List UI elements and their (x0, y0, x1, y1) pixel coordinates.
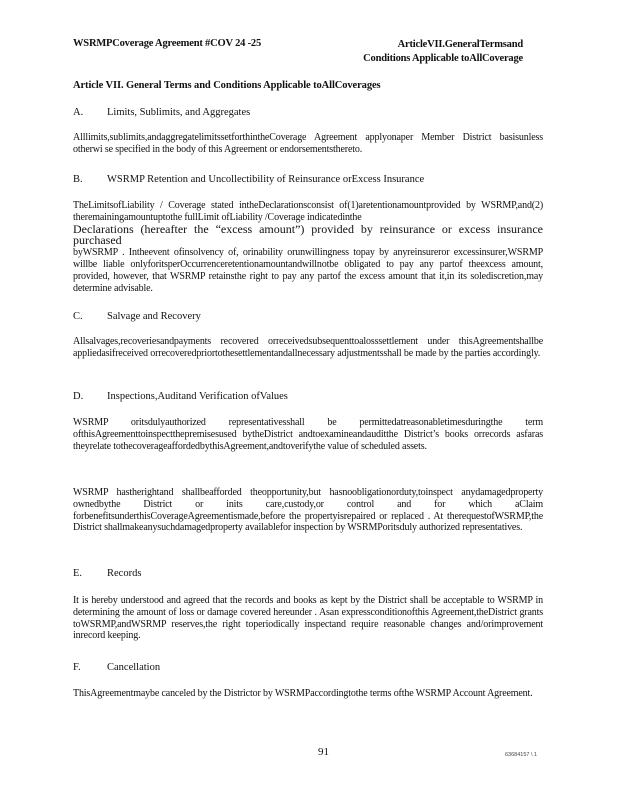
page-number: 91 (318, 746, 329, 758)
section-letter: E. (73, 568, 83, 579)
section-title: WSRMP Retention and Uncollectibility of Reinsurance orExcess Insurance (107, 174, 425, 185)
section-heading-b (73, 174, 424, 185)
section-c-paragraph: Allsalvages,recoveriesandpayments recovered orreceivedsubsequenttoalosssettlement under thisAgreementshallbe appliedasifreceived orrecoveredpriortothesettlementandallnecessary adjustmentsshall be made by the parties accordingly. (73, 336, 543, 359)
section-b-text-part1: TheLimitsofLiability / Coverage stated intheDeclarationsconsist of(1)aretentionamountprovided by WSRMP,and(2) theremainingamountuptothe fullLimit ofLiability /Coverage indicatedinthe (73, 200, 543, 223)
section-e-paragraph: It is hereby understood and agreed that the records and books as kept by the District shall be acceptable to WSRMP in determining the amount of loss or damage covered hereunder . Asan expressconditionofthis Agreement,theDistrict grants toWSRMP,andWSRMP reserves,the right toperiodically inspectand require reasonable changes and/orimprovement inrecord keeping. (73, 595, 543, 642)
header-left: WSRMPCoverage Agreement #COV 24 -25 (73, 38, 261, 49)
section-b-paragraph (73, 200, 543, 294)
article-title: Article VII. General Terms and Conditions Applicable toAllCoverages (73, 80, 381, 91)
section-d-paragraph-1: WSRMP oritsdulyauthorized representativesshall be permittedatreasonabletimesduringthe term ofthisAgreementtoinspectthepremisesused bytheDistrict andtoexamineandauditthe District’s books orrecords asfaras theyrelate tothecoverageaffordedbythisAgreement,andtoverifythe value of scheduled assets. (73, 417, 543, 452)
header-right-line2: Conditions Applicable toAllCoverage (363, 53, 523, 64)
section-heading-f (73, 662, 160, 673)
section-letter: B. (73, 174, 83, 185)
section-heading-d (73, 391, 288, 402)
section-letter: C. (73, 311, 83, 322)
section-heading-e (73, 568, 141, 579)
section-title: Salvage and Recovery (107, 311, 201, 322)
header-right (363, 38, 523, 66)
section-title: Records (107, 568, 142, 579)
section-title: Cancellation (107, 662, 161, 673)
document-code: 63684157 \ 1 (505, 752, 538, 758)
section-letter: F. (73, 662, 81, 673)
section-heading-a (73, 107, 250, 118)
section-heading-c (73, 311, 201, 322)
section-a-paragraph: Alllimits,sublimits,andaggregatelimitssetforthintheCoverage Agreement applyonaper Member District basisunless otherwi se specified in the body of this Agreement or endorsementsthereto. (73, 132, 543, 155)
section-d-paragraph-2: WSRMP hastherightand shallbeafforded theopportunity,but hasnoobligationorduty,toinspect anydamagedproperty ownedbythe District or inits care,custody,or control and for which aClaim forbenefitsunderthisCoverageAgreementismade,before the propertyisrepaired or replaced . At therequestofWSRMP,the District shallmakeanysuchdamagedproperty availablefor inspection by WSRMPoritsduly authorized representatives. (73, 487, 543, 534)
section-title: Inspections,Auditand Verification ofValues (107, 391, 288, 402)
section-title: Limits, Sublimits, and Aggregates (107, 107, 251, 118)
section-b-text-part3: byWSRMP . Intheevent ofinsolvency of, orinability orunwillingness topay by anyreinsureror excessinsurer,WSRMP willbe liable onlyforitsperOccurrenceretentionamountandwillnotbe obligated to pay any partof theexcess amount, provided, however, that WSRMP retainsthe right to pay any partof the excess amount that it,in its solediscretion,may determine advisable. (73, 247, 543, 294)
section-letter: D. (73, 391, 84, 402)
header-right-line1: ArticleVII.GeneralTermsand (397, 39, 523, 50)
section-b-text-part2: Declarations (hereafter the “excess amount”) provided by reinsurance or excess insurance purchased (73, 221, 543, 248)
section-f-paragraph: ThisAgreementmaybe canceled by the Districtor by WSRMPaccordingtothe terms ofthe WSRMP Account Agreement. (73, 688, 533, 699)
section-letter: A. (73, 107, 84, 118)
